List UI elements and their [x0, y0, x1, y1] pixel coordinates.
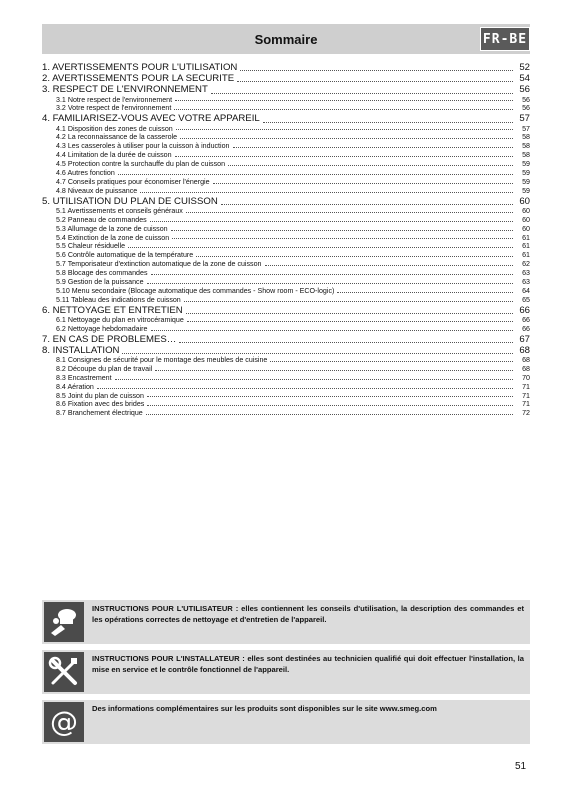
toc-leader-dots [270, 361, 513, 362]
toc-title: 5.1 Avertissements et conseils généraux [56, 206, 183, 215]
toc-page-number: 66 [522, 324, 530, 333]
toc-subsection[interactable] [42, 216, 530, 225]
toc-leader-dots [265, 265, 514, 266]
toc-title: 8.3 Encastrement [56, 373, 112, 382]
toc-title: 6.1 Nettoyage du plan en vitrocéramique [56, 315, 184, 324]
toc-page-number: 58 [522, 151, 530, 160]
toc-page-number: 62 [522, 260, 530, 269]
toc-leader-dots [240, 70, 513, 71]
toc-section[interactable] [42, 113, 530, 124]
toc-title: 5.10 Menu secondaire (Blocage automatique des commandes - Show room - ECO-logic) [56, 286, 335, 295]
toc-leader-dots [184, 301, 513, 302]
toc-subsection[interactable] [42, 225, 530, 234]
toc-page-number: 56 [522, 104, 530, 113]
toc-leader-dots [147, 396, 513, 397]
toc-title: 5.4 Extinction de la zone de cuisson [56, 233, 170, 242]
toc-page-number: 63 [522, 269, 530, 278]
toc-leader-dots [179, 342, 513, 343]
toc-page-number: 68 [522, 355, 530, 364]
page-title: Sommaire [254, 31, 318, 47]
toc-title: 4.1 Disposition des zones de cuisson [56, 124, 173, 133]
toc-leader-dots [237, 81, 513, 82]
toc-subsection[interactable] [42, 296, 530, 305]
toc-leader-dots [122, 353, 513, 354]
toc-title: 3.1 Notre respect de l'environnement [56, 95, 173, 104]
toc-leader-dots [221, 204, 513, 205]
toc-page-number: 71 [522, 382, 530, 391]
toc-subsection[interactable] [42, 133, 530, 142]
toc-page-number: 58 [522, 142, 530, 151]
toc-subsection[interactable] [42, 374, 530, 383]
toc-subsection[interactable] [42, 151, 530, 160]
toc-leader-dots [140, 192, 513, 193]
toc-title: 8.2 Découpe du plan de travail [56, 364, 153, 373]
toc-title: 5.9 Gestion de la puissance [56, 277, 144, 286]
toc-leader-dots [180, 138, 513, 139]
toc-title: 5.6 Contrôle automatique de la température [56, 251, 194, 260]
toc-title: 8.6 Fixation avec des brides [56, 400, 145, 409]
toc-title: 4.2 La reconnaissance de la casserole [56, 133, 178, 142]
toc-leader-dots [115, 379, 513, 380]
toc-leader-dots [97, 388, 513, 389]
toc-subsection[interactable] [42, 383, 530, 392]
toc-subsection[interactable] [42, 104, 530, 113]
toc-leader-dots [155, 370, 513, 371]
toc-page-number: 57 [519, 113, 530, 125]
toc-page-number: 61 [522, 251, 530, 260]
toc-subsection[interactable] [42, 242, 530, 251]
toc-page-number: 65 [522, 295, 530, 304]
toc-page-number: 58 [522, 133, 530, 142]
toc-page-number: 57 [522, 124, 530, 133]
toc-page-number: 64 [522, 286, 530, 295]
toc-subsection[interactable] [42, 234, 530, 243]
toc-section[interactable] [42, 73, 530, 84]
toc-page-number: 60 [519, 195, 530, 207]
toc-page-number: 54 [519, 73, 530, 85]
toc-page-number: 59 [522, 186, 530, 195]
toc-title: 1. AVERTISSEMENTS POUR L'UTILISATION [42, 62, 238, 73]
toc-page-number: 52 [519, 62, 530, 73]
toc-page-number: 59 [522, 177, 530, 186]
toc-subsection[interactable] [42, 325, 530, 334]
toc-title: 5.3 Allumage de la zone de cuisson [56, 224, 168, 233]
toc-leader-dots [187, 321, 513, 322]
toc-subsection[interactable] [42, 178, 530, 187]
toc-subsection[interactable] [42, 392, 530, 401]
toc-page-number: 71 [522, 391, 530, 400]
toc-page-number: 68 [522, 364, 530, 373]
toc-leader-dots [150, 221, 513, 222]
toc-leader-dots [118, 174, 513, 175]
toc-page-number: 67 [519, 333, 530, 345]
at-sign-icon [44, 702, 84, 742]
toc-subsection[interactable] [42, 260, 530, 269]
toc-title: 4.7 Conseils pratiques pour économiser l'énergie [56, 177, 210, 186]
toc-title: 8. INSTALLATION [42, 344, 120, 356]
toc-leader-dots [146, 414, 513, 415]
toc-title: 5.7 Temporisateur d'extinction automatique de la zone de cuisson [56, 260, 262, 269]
toc-page-number: 60 [522, 215, 530, 224]
toc-title: 6. NETTOYAGE ET ENTRETIEN [42, 304, 183, 316]
toc-leader-dots [175, 156, 513, 157]
toc-title: 8.4 Aération [56, 382, 94, 391]
toc-section[interactable] [42, 196, 530, 207]
info-box-installer [42, 650, 530, 694]
toc-leader-dots [186, 313, 513, 314]
toc-subsection[interactable] [42, 316, 530, 325]
toc-subsection[interactable] [42, 207, 530, 216]
toc-subsection[interactable] [42, 400, 530, 409]
toc-title: 4.3 Les casseroles à utiliser pour la cuisson à induction [56, 142, 230, 151]
toc-section[interactable] [42, 305, 530, 316]
toc-leader-dots [128, 247, 513, 248]
page-number: 51 [515, 761, 527, 772]
toc-page-number: 59 [522, 168, 530, 177]
toc-page-number: 70 [522, 373, 530, 382]
toc-leader-dots [175, 100, 513, 101]
info-text-user: INSTRUCTIONS POUR L'UTILISATEUR : elles contiennent les conseils d'utilisation, la description des commandes et les opérations correctes de nettoyage et d'entretien de l'appareil. [92, 604, 524, 624]
toc-leader-dots [263, 122, 513, 123]
toc-page-number: 66 [522, 315, 530, 324]
toc-title: 8.5 Joint du plan de cuisson [56, 391, 144, 400]
toc-subsection[interactable] [42, 251, 530, 260]
toc-page-number: 59 [522, 160, 530, 169]
toc-subsection[interactable] [42, 96, 530, 105]
toc-page-number: 72 [522, 409, 530, 418]
toc-leader-dots [151, 330, 514, 331]
toc-section[interactable] [42, 84, 530, 95]
toc-subsection[interactable] [42, 269, 530, 278]
tools-icon [44, 652, 84, 692]
toc-title: 8.1 Consignes de sécurité pour le montage des meubles de cuisine [56, 355, 268, 364]
chef-hat-icon [44, 602, 84, 642]
toc-subsection[interactable] [42, 356, 530, 365]
toc-subsection[interactable] [42, 187, 530, 196]
toc-title: 8.7 Branchement électrique [56, 409, 143, 418]
toc-subsection[interactable] [42, 409, 530, 418]
info-text-installer: INSTRUCTIONS POUR L'INSTALLATEUR : elles sont destinées au technicien qualifié qui doit effectuer l'installation, la mise en service et le contrôle fonctionnel de l'appareil. [92, 654, 524, 674]
toc-subsection[interactable] [42, 160, 530, 169]
toc-page-number: 60 [522, 206, 530, 215]
toc-page-number: 61 [522, 233, 530, 242]
toc-subsection[interactable] [42, 287, 530, 296]
toc-page-number: 63 [522, 277, 530, 286]
toc-page-number: 61 [522, 242, 530, 251]
toc-leader-dots [233, 147, 514, 148]
toc-title: 4.8 Niveaux de puissance [56, 186, 138, 195]
toc-leader-dots [228, 165, 513, 166]
toc-title: 5. UTILISATION DU PLAN DE CUISSON [42, 195, 218, 207]
toc-leader-dots [176, 129, 513, 130]
toc-title: 6.2 Nettoyage hebdomadaire [56, 324, 148, 333]
toc-leader-dots [213, 183, 513, 184]
info-box-user [42, 600, 530, 644]
toc-leader-dots [147, 405, 513, 406]
toc-title: 4. FAMILIARISEZ-VOUS AVEC VOTRE APPAREIL [42, 113, 260, 125]
toc-section[interactable] [42, 345, 530, 356]
toc-title: 5.5 Chaleur résiduelle [56, 242, 126, 251]
toc-leader-dots [151, 274, 514, 275]
toc-title: 5.8 Blocage des commandes [56, 269, 148, 278]
table-of-contents [42, 62, 530, 418]
toc-page-number: 68 [519, 344, 530, 356]
toc-page-number: 60 [522, 224, 530, 233]
toc-section[interactable] [42, 62, 530, 73]
toc-leader-dots [196, 256, 513, 257]
toc-leader-dots [171, 230, 513, 231]
info-box-web [42, 700, 530, 744]
toc-subsection[interactable] [42, 278, 530, 287]
toc-page-number: 71 [522, 400, 530, 409]
toc-page-number: 66 [519, 304, 530, 316]
toc-leader-dots [172, 238, 513, 239]
toc-title: 7. EN CAS DE PROBLEMES… [42, 333, 177, 345]
toc-leader-dots [211, 93, 513, 94]
page-header [42, 24, 530, 54]
toc-title: 4.4 Limitation de la durée de cuisson [56, 151, 172, 160]
toc-section[interactable] [42, 334, 530, 345]
toc-leader-dots [147, 283, 513, 284]
svg-text:@: @ [50, 705, 78, 738]
toc-title: 4.6 Autres fonction [56, 168, 115, 177]
toc-title: 2. AVERTISSEMENTS POUR LA SECURITE [42, 73, 235, 85]
toc-subsection[interactable] [42, 365, 530, 374]
info-text-web: Des informations complémentaires sur les produits sont disponibles sur le site www.smeg.com [92, 704, 437, 713]
toc-page-number: 56 [522, 95, 530, 104]
language-badge: FR-BE [480, 27, 530, 51]
toc-title: 3.2 Votre respect de l'environnement [56, 104, 172, 113]
toc-leader-dots [174, 109, 513, 110]
toc-subsection[interactable] [42, 169, 530, 178]
toc-subsection[interactable] [42, 142, 530, 151]
toc-leader-dots [337, 292, 513, 293]
toc-leader-dots [186, 212, 513, 213]
toc-title: 3. RESPECT DE L'ENVIRONNEMENT [42, 84, 208, 96]
toc-subsection[interactable] [42, 125, 530, 134]
toc-title: 4.5 Protection contre la surchauffe du plan de cuisson [56, 160, 226, 169]
toc-title: 5.11 Tableau des indications de cuisson [56, 295, 181, 304]
toc-title: 5.2 Panneau de commandes [56, 215, 147, 224]
toc-page-number: 56 [519, 84, 530, 96]
